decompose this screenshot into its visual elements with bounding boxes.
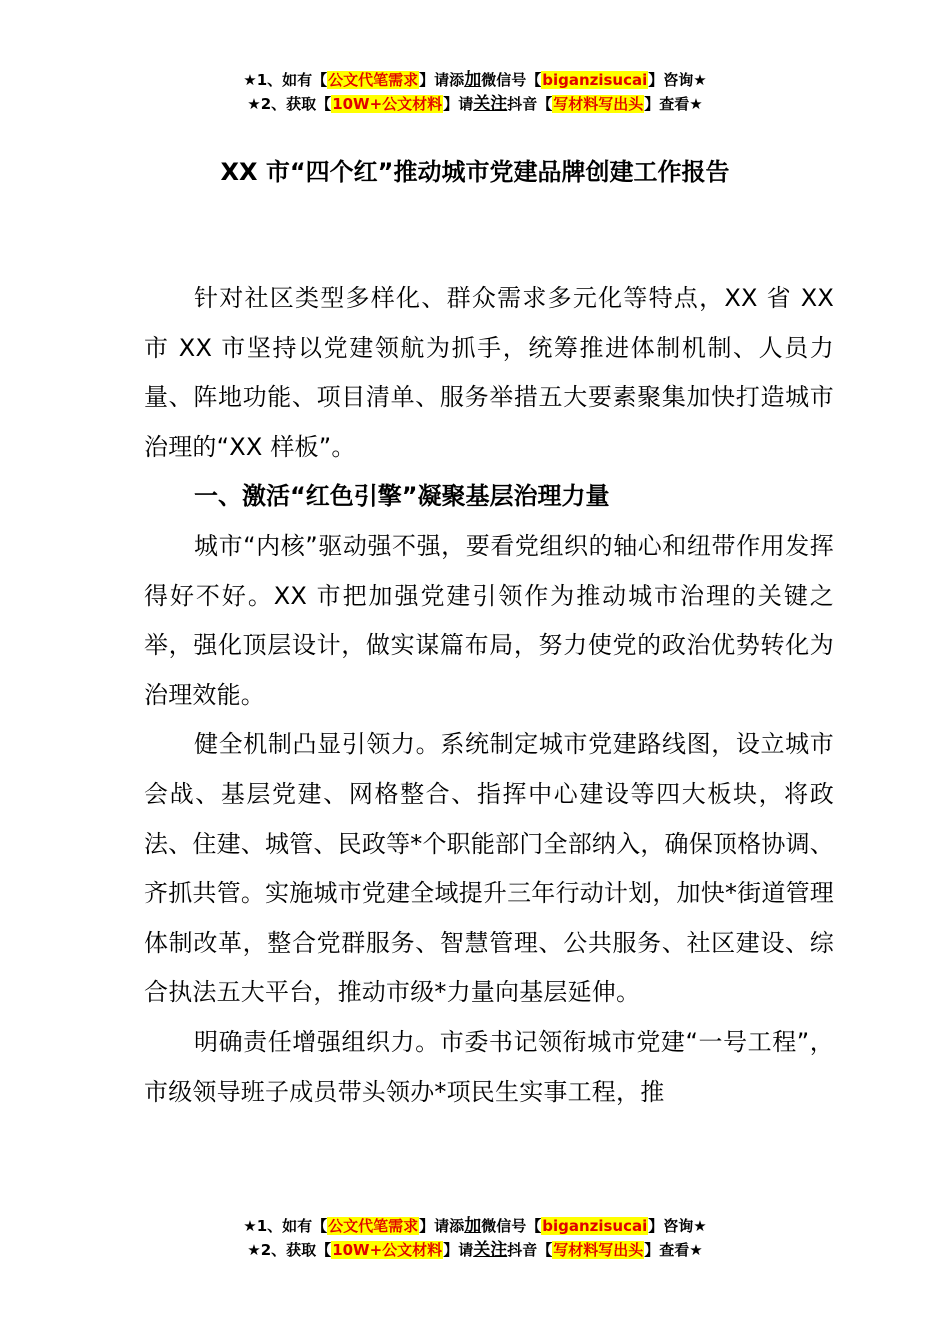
banner-text: 】请添 — [419, 1217, 465, 1235]
banner-douyin-id: 写材料写出头 — [553, 1241, 644, 1259]
banner-text: ★2、获取【 — [247, 95, 332, 113]
banner-text: 】咨询★ — [648, 1217, 707, 1235]
banner-underlined: 关注 — [473, 94, 508, 114]
banner-underlined: 加 — [464, 70, 482, 90]
banner-text: ★1、如有【 — [243, 71, 328, 89]
banner-underlined: 加 — [464, 1216, 482, 1236]
banner-text: 】查看★ — [644, 1241, 703, 1259]
banner-text: 微信号【 — [481, 1217, 542, 1235]
banner-highlight: 公文代笔需求 — [328, 1217, 419, 1235]
document-body — [144, 274, 834, 1117]
banner-wechat-id: biganzisucai — [542, 1217, 648, 1235]
banner-underlined: 关注 — [473, 1240, 508, 1260]
banner-text: 微信号【 — [481, 71, 542, 89]
banner-line-2 — [0, 1238, 950, 1262]
banner-highlight: 10W+公文材料 — [332, 1241, 443, 1259]
section-heading: 一、激活“红色引擎”凝聚基层治理力量 — [194, 482, 610, 511]
banner-text: 抖音【 — [507, 1241, 553, 1259]
banner-line-1 — [0, 1214, 950, 1238]
banner-douyin-id: 写材料写出头 — [553, 95, 644, 113]
banner-text: 】咨询★ — [648, 71, 707, 89]
header-banner — [0, 68, 950, 116]
paragraph: 健全机制凸显引领力。系统制定城市党建路线图，设立城市会战、基层党建、网格整合、指挥中心建设等四大板块，将政法、住建、城管、民政等*个职能部门全部纳入，确保顶格协调、齐抓共管。实施城市党建全域提升三年行动计划，加快*街道管理体制改革，整合党群服务、智慧管理、公共服务、社区建设、综合执法五大平台，推动市级*力量向基层延伸。 — [144, 730, 834, 1007]
footer-banner — [0, 1214, 950, 1262]
banner-text: ★2、获取【 — [247, 1241, 332, 1259]
banner-text: 】请添 — [419, 71, 465, 89]
banner-line-2 — [0, 92, 950, 116]
paragraph: 城市“内核”驱动强不强，要看党组织的轴心和纽带作用发挥得好不好。XX 市把加强党建引领作为推动城市治理的关键之举，强化顶层设计，做实谋篇布局，努力使党的政治优势转化为治理效能。 — [144, 531, 834, 709]
banner-text: ★1、如有【 — [243, 1217, 328, 1235]
banner-highlight: 公文代笔需求 — [328, 71, 419, 89]
banner-text: 】查看★ — [644, 95, 703, 113]
banner-text: 】请 — [443, 1241, 474, 1259]
banner-line-1 — [0, 68, 950, 92]
paragraph: 明确责任增强组织力。市委书记领衔城市党建“一号工程”，市级领导班子成员带头领办*项民生实事工程，推 — [144, 1027, 834, 1106]
paragraph-intro: 针对社区类型多样化、群众需求多元化等特点，XX 省 XX 市 XX 市坚持以党建领航为抓手，统筹推进体制机制、人员力量、阵地功能、项目清单、服务举措五大要素聚集加快打造城市治理的“XX 样板”。 — [144, 284, 834, 461]
banner-text: 抖音【 — [507, 95, 553, 113]
document-title: XX 市“四个红”推动城市党建品牌创建工作报告 — [220, 158, 730, 186]
banner-highlight: 10W+公文材料 — [332, 95, 443, 113]
banner-wechat-id: biganzisucai — [542, 71, 648, 89]
banner-text: 】请 — [443, 95, 474, 113]
